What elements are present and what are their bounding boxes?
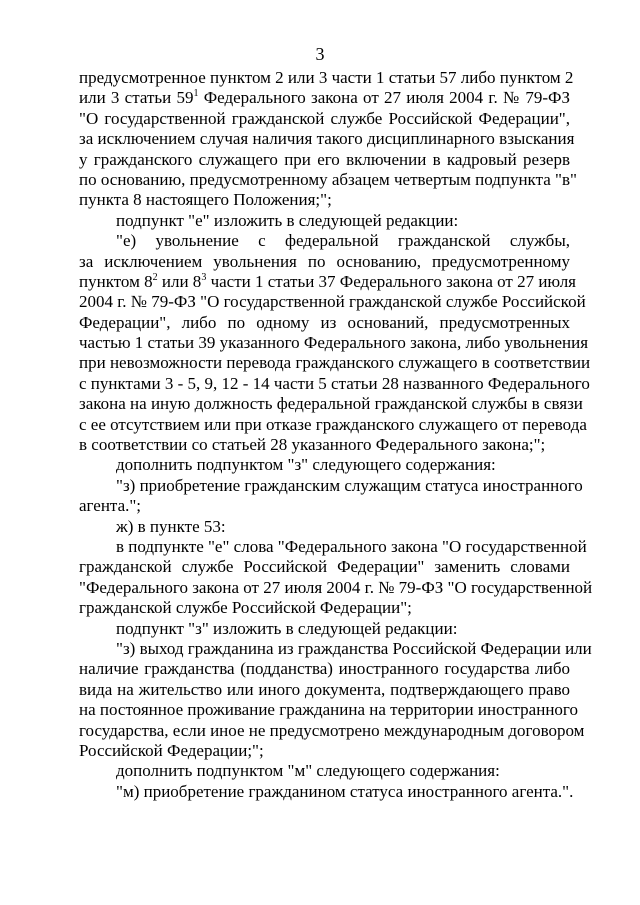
text-span: гражданской службе Российской Федерации" заменить словами — [79, 557, 570, 577]
text-line — [79, 741, 570, 761]
text-span: в соответствии со статьей 28 указанного Федерального закона;"; — [79, 435, 546, 455]
text-span: или 3 статьи 59 — [79, 88, 194, 108]
text-line — [79, 680, 570, 700]
text-span: за исключением случая наличия такого дисциплинарного взыскания — [79, 129, 575, 149]
text-span: наличие гражданства (подданства) иностранного государства либо — [79, 659, 570, 679]
text-span: государства, если иное не предусмотрено международным договором — [79, 720, 585, 740]
text-line — [79, 659, 570, 679]
text-span: "з) приобретение гражданским служащим статуса иностранного — [116, 475, 583, 495]
text-span: пункта 8 настоящего Положения;"; — [79, 190, 332, 210]
text-span: Российской Федерации;"; — [79, 740, 264, 760]
text-line — [79, 68, 574, 88]
text-line — [79, 292, 586, 312]
superscript: 3 — [201, 271, 207, 283]
text-span: пунктом 8 — [79, 271, 153, 291]
text-span: дополнить подпунктом "м" следующего содержания: — [116, 761, 500, 781]
text-span: по основанию, предусмотренному абзацем четвертым подпункта "в" — [79, 169, 577, 189]
text-line — [79, 638, 592, 659]
text-line — [79, 169, 577, 190]
text-span: "е) увольнение с федеральной гражданской службы, — [116, 231, 570, 251]
text-line — [79, 150, 570, 170]
page-number: 3 — [315, 44, 325, 64]
superscript: 1 — [193, 88, 199, 100]
text-line — [79, 211, 570, 231]
text-line — [79, 394, 583, 414]
text-line — [79, 761, 570, 781]
text-span: с ее отсутствием или при отказе гражданского служащего от перевода — [79, 414, 587, 434]
document-body — [79, 68, 593, 802]
text-line — [79, 129, 575, 149]
text-line — [79, 435, 570, 455]
text-line — [79, 517, 570, 537]
text-span: в подпункте "е" слова "Федерального закона "О государственной — [116, 536, 587, 556]
text-span: 2004 г. № 79-ФЗ "О государственной гражданской службе Российской — [79, 292, 586, 312]
text-span: или 8 — [157, 271, 202, 291]
text-span: "з) выход гражданина из гражданства Российской Федерации или — [116, 638, 592, 658]
text-line — [79, 313, 570, 333]
text-span: агента."; — [79, 496, 142, 516]
text-line — [79, 190, 570, 210]
text-span: "м) приобретение гражданином статуса иностранного агента.". — [116, 781, 574, 801]
text-span: закона на иную должность федеральной гражданской службы в связи — [79, 394, 583, 414]
text-line — [79, 557, 570, 577]
text-line — [79, 271, 577, 292]
text-span: гражданской службе Российской Федерации"; — [79, 598, 412, 618]
text-span: у гражданского служащего при его включении в кадровый резерв — [79, 149, 570, 169]
text-line — [79, 598, 570, 618]
text-line — [79, 414, 587, 435]
text-span: дополнить подпунктом "з" следующего содержания: — [116, 455, 496, 475]
text-line — [79, 373, 590, 394]
text-line — [79, 88, 570, 108]
text-line — [79, 536, 587, 557]
text-line — [79, 231, 570, 251]
text-line — [79, 353, 591, 373]
text-span: подпункт "з" изложить в следующей редакции: — [116, 618, 458, 638]
text-span: предусмотренное пунктом 2 или 3 части 1 статьи 57 либо пунктом 2 — [79, 68, 574, 87]
text-line — [79, 577, 593, 598]
text-span: ж) в пункте 53: — [116, 516, 226, 536]
text-span: Федерального закона от 27 июля 2004 г. № 79-ФЗ — [198, 88, 571, 108]
text-span: Федерации", либо по одному из оснований, предусмотренных — [79, 312, 570, 332]
text-span: вида на жительство или иного документа, подтверждающего право — [79, 679, 570, 699]
text-line — [79, 333, 589, 353]
text-line — [79, 455, 570, 475]
text-span: подпункт "е" изложить в следующей редакции: — [116, 210, 459, 230]
text-span: "О государственной гражданской службе Российской Федерации", — [79, 108, 570, 128]
text-span: частью 1 статьи 39 указанного Федерального закона, либо увольнения — [79, 333, 589, 353]
text-line — [79, 619, 570, 639]
text-line — [79, 781, 574, 802]
text-line — [79, 720, 585, 741]
superscript: 2 — [152, 271, 158, 283]
text-line — [79, 496, 570, 516]
text-line — [79, 700, 578, 720]
text-line — [79, 252, 570, 272]
text-span: с пунктами 3 - 5, 9, 12 - 14 части 5 статьи 28 названного Федерального — [79, 373, 590, 393]
text-line — [79, 109, 570, 129]
text-span: части 1 статьи 37 Федерального закона от 27 июля — [206, 271, 577, 291]
text-span: при невозможности перевода гражданского служащего в соответствии — [79, 353, 591, 373]
text-span: за исключением увольнения по основанию, предусмотренному — [79, 251, 570, 271]
text-line — [79, 475, 583, 496]
text-span: на постоянное проживание гражданина на территории иностранного — [79, 700, 578, 720]
text-span: "Федерального закона от 27 июля 2004 г. № 79-ФЗ "О государственной — [79, 577, 593, 597]
